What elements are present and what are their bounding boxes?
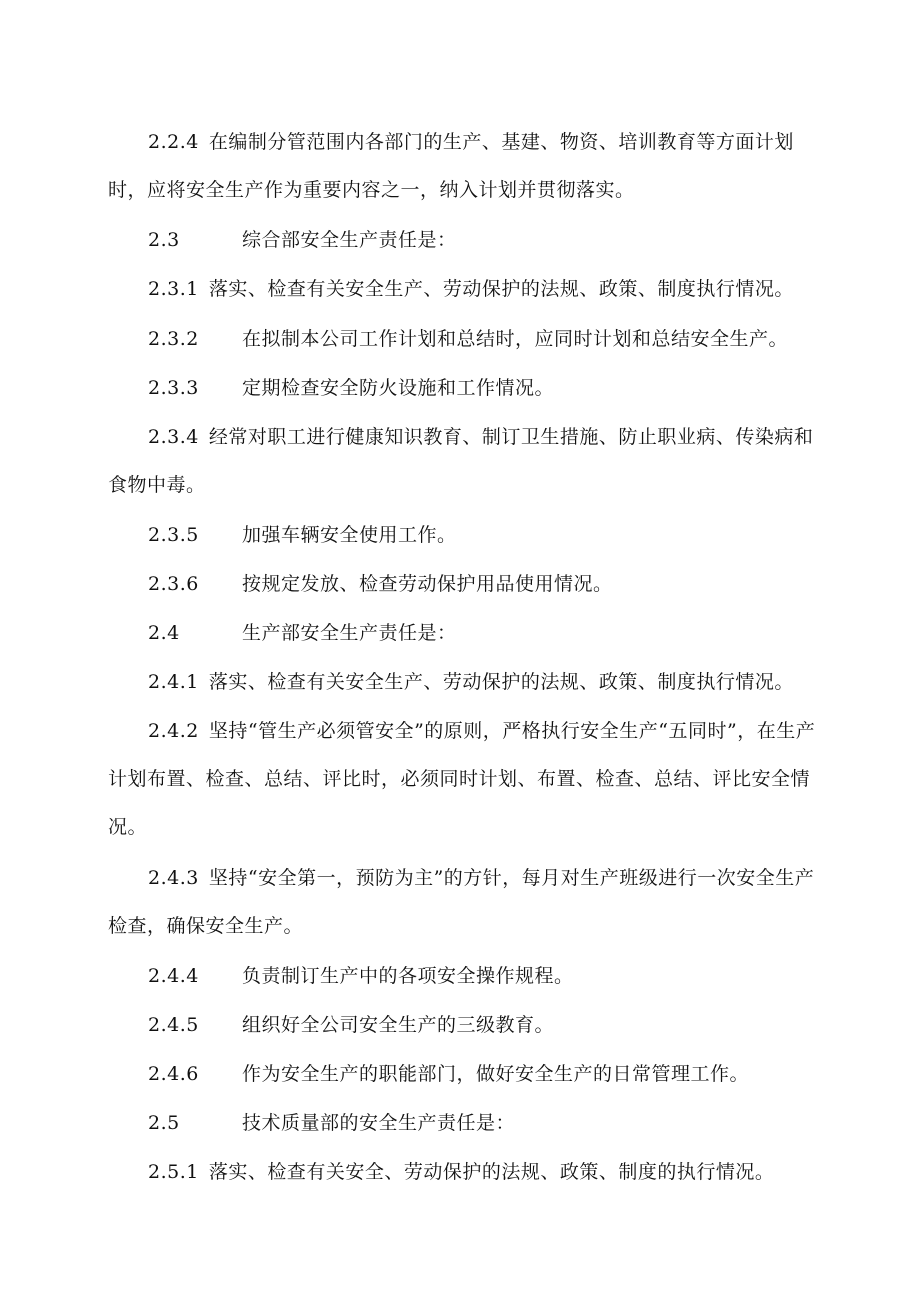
clause-2-4-1 <box>108 658 820 706</box>
clause-number: 2.4.5 <box>148 1014 199 1036</box>
section-number: 2.5 <box>148 1112 180 1134</box>
clause-text: 经常对职工进行健康知识教育、制订卫生措施、防止职业病、传染病和食物中毒。 <box>108 426 814 496</box>
clause-2-3-4 <box>108 413 820 509</box>
clause-number: 2.3.2 <box>148 328 199 350</box>
clause-number: 2.4.3 <box>148 867 199 889</box>
clause-number: 2.4.4 <box>148 965 199 987</box>
clause-text: 按规定发放、检查劳动保护用品使用情况。 <box>242 573 613 595</box>
clause-number: 2.4.6 <box>148 1063 199 1085</box>
clause-2-5-1 <box>108 1148 820 1196</box>
clause-2-4-2 <box>108 707 820 851</box>
clause-2-3-1 <box>108 265 820 313</box>
clause-number: 2.3.5 <box>148 524 199 546</box>
clause-text: 负责制订生产中的各项安全操作规程。 <box>242 965 574 987</box>
clause-2-3-6 <box>108 560 820 608</box>
clause-2-2-4 <box>108 118 820 214</box>
clause-2-4-6 <box>108 1050 820 1098</box>
clause-number: 2.3.6 <box>148 573 199 595</box>
clause-2-4-4 <box>108 952 820 1000</box>
clause-2-3-3 <box>108 364 820 412</box>
clause-number: 2.4.2 <box>148 720 199 742</box>
clause-text: 在编制分管范围内各部门的生产、基建、物资、培训教育等方面计划时，应将安全生产作为重要内容之一，纳入计划并贯彻落实。 <box>108 131 794 201</box>
clause-text: 定期检查安全防火设施和工作情况。 <box>242 377 555 399</box>
section-2-4 <box>108 609 820 657</box>
clause-number: 2.3.1 <box>148 278 199 300</box>
clause-2-4-3 <box>108 854 820 950</box>
clause-number: 2.3.4 <box>148 426 199 448</box>
clause-text: 在拟制本公司工作计划和总结时，应同时计划和总结安全生产。 <box>242 328 789 350</box>
clause-text: 落实、检查有关安全生产、劳动保护的法规、政策、制度执行情况。 <box>208 278 794 300</box>
section-number: 2.4 <box>148 622 180 644</box>
section-heading: 技术质量部的安全生产责任是： <box>242 1112 516 1134</box>
clause-number: 2.2.4 <box>148 131 199 153</box>
clause-number: 2.3.3 <box>148 377 199 399</box>
clause-text: 落实、检查有关安全生产、劳动保护的法规、政策、制度执行情况。 <box>208 671 794 693</box>
clause-number: 2.5.1 <box>148 1161 199 1183</box>
clause-2-3-5 <box>108 511 820 559</box>
clause-text: 作为安全生产的职能部门，做好安全生产的日常管理工作。 <box>242 1063 750 1085</box>
clause-text: 加强车辆安全使用工作。 <box>242 524 457 546</box>
section-2-5 <box>108 1099 820 1147</box>
section-heading: 生产部安全生产责任是： <box>242 622 457 644</box>
section-number: 2.3 <box>148 229 180 251</box>
section-heading: 综合部安全生产责任是： <box>242 229 457 251</box>
section-2-3 <box>108 216 820 264</box>
clause-text: 坚持“管生产必须管安全”的原则，严格执行安全生产“五同时”，在生产计划布置、检查、总结、评比时，必须同时计划、布置、检查、总结、评比安全情况。 <box>108 720 816 838</box>
clause-2-4-5 <box>108 1001 820 1049</box>
clause-2-3-2 <box>108 315 820 363</box>
clause-number: 2.4.1 <box>148 671 199 693</box>
clause-text: 落实、检查有关安全、劳动保护的法规、政策、制度的执行情况。 <box>208 1161 775 1183</box>
clause-text: 组织好全公司安全生产的三级教育。 <box>242 1014 555 1036</box>
clause-text: 坚持“安全第一，预防为主”的方针，每月对生产班级进行一次安全生产检查，确保安全生产。 <box>108 867 815 937</box>
